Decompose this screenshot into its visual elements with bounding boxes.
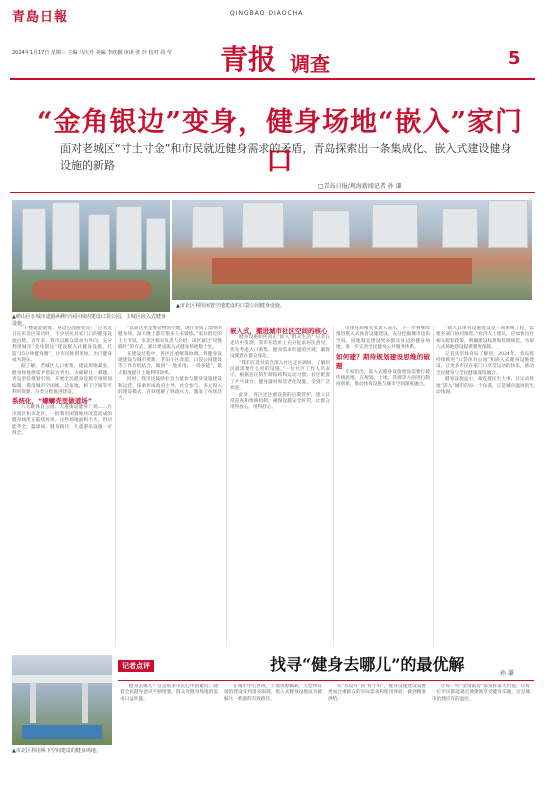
article-column-3 xyxy=(230,326,330,650)
paragraph: 从“有没有”到“好不好”，健身设施建设需要更加注重群众的实际需求和使用体验，做到精准供给。 xyxy=(328,684,426,702)
header-rule xyxy=(10,78,535,80)
photo-caption-bottom: ▲市北区利用桥下空间建设的健身场地。 xyxy=(12,748,101,754)
column-divider xyxy=(226,326,227,646)
commentary-column-2 xyxy=(224,684,322,780)
commentary-label: 记者点评 xyxy=(118,660,154,672)
paragraph: 在城市中心区域，土地资源稀缺，大型体育场馆建设受到诸多限制，嵌入式健身设施成为破解这一难题的有效路径。 xyxy=(224,684,322,702)
photo-residential-fitness xyxy=(12,200,170,312)
paragraph: “嵌入式体育设施建设是一项系统工程，需要多部门协同推进。”业内人士建议，应加快出台相关配套政策，明确建设标准和管理规范，为嵌入式场地建设提供制度保障。 xyxy=(436,326,534,351)
paragraph: 健身设施虽小，却连着民生大事。让运动场地“嵌入”城市的每一个角落，正是城市温度的生动体现。 xyxy=(436,377,534,396)
commentary-column-1 xyxy=(120,684,218,780)
issue-meta: 2024年1月17日 星期三 主编 马庆丹 美编 李欣桐 审读 张 玲 校对 周 莹 xyxy=(12,50,172,56)
commentary-column-4 xyxy=(432,684,530,780)
article-column-5 xyxy=(436,326,534,650)
column-divider xyxy=(333,326,334,646)
article-column-2 xyxy=(118,326,222,650)
paragraph: “下楼就能锻炼，身边公园随处见！”记者近日在市北区采访时，不少居民对家门口的健身设施点赞。近年来，我市以群众需求为导向，充分利用城市“金角银边”建设嵌入式健身设施，打造“15分钟健身圈”，让市民推窗见绿、出门健身成为现实。 xyxy=(12,326,112,364)
commentary-column-3 xyxy=(328,684,426,780)
photo-bridge-fitness xyxy=(12,655,112,745)
section-subtitle: 调查 xyxy=(290,52,330,76)
byline: □青岛日报/观海新闻记者 孙 谦 xyxy=(318,183,402,190)
photo-pocket-park xyxy=(172,200,532,300)
column-divider xyxy=(433,326,434,646)
paragraph: 据了解，老城区人口密集，建设用地紧张，健身场地供需矛盾较为突出。为破解这一难题，青岛坚持规划引领，开展全民健身设施专项规划编制，摸清城市空闲地、边角地、桥下空间等可利用资源，分类分批推进建设。 xyxy=(12,364,112,396)
paragraph: 让每一块“金角银边”都发挥最大价值，让每一位市民都能就近便捷地享受健身乐趣，这是城市治理应有的温度。 xyxy=(432,684,530,702)
paragraph: 专家指出，嵌入式健身设施建设需要打破传统思维，在规划、土地、管理等方面进行制度创新，推动体育设施与城市空间深度融合。 xyxy=(336,369,430,388)
section-heading: 如何建？期待规划建设思维的破题 xyxy=(336,352,430,370)
paragraph: “我们在选址前会深入社区走访调研，了解居民最需要什么样的设施。”一位社区工作人员表示，根据居民的年龄结构和运动习惯，社区配置了乒乓球台、健身器材和适老化设施，受到广泛欢迎。 xyxy=(230,360,330,392)
article-column-1 xyxy=(12,326,112,650)
commentary-title: 找寻“健身去哪儿”的最优解 xyxy=(270,655,465,674)
article-column-4 xyxy=(336,326,430,650)
paragraph: 此外，各区还注重设施的后期管护，建立日常巡查和维修机制，确保设施安全好用，让群众用得放心、用得舒心。 xyxy=(230,392,330,411)
paragraph: 市体育局相关负责人表示，下一步将继续推进嵌入式体育设施建设，充分挖掘城市边角空间，因地制宜建设更多群众身边的健身场地，进一步完善全民健身公共服务体系。 xyxy=(336,326,430,351)
headline-rule xyxy=(10,192,535,193)
column-divider xyxy=(115,326,116,646)
paragraph: 在建设过程中，各区注重统筹协调，将健身设施建设与城市更新、老旧小区改造、口袋公园建设等工作有机结合，做到“一地多用、一场多能”，最大限度提升土地利用效率。 xyxy=(118,351,222,376)
paragraph: 同时，我市还鼓励社会力量参与健身设施建设和运营，探索形成政府主导、社会参与、多元投入的建设模式，有效缓解了财政压力，激发了市场活力。 xyxy=(118,377,222,402)
section-heading: 系统化，“螺蛳壳里做道场” xyxy=(12,397,93,406)
page-number: 5 xyxy=(508,48,521,69)
section-pinyin: QINGBAO DIAOCHA xyxy=(230,10,304,17)
headline: “金角银边”变身，健身场地“嵌入”家门口 xyxy=(36,107,524,177)
subheadline: 面对老城区“寸土寸金”和市民就近健身需求的矛盾，青岛探索出一条集成化、嵌入式建设健身设施的新路 xyxy=(60,142,512,172)
photo-caption-right: ▲市北区利用闲置空地建设的口袋公园健身设施。 xyxy=(176,303,285,309)
paragraph: 健身去哪儿？这是很多市民心中的疑问。随着全民健身意识不断增强，群众对健身场地的需求日益旺盛。 xyxy=(120,684,218,702)
section-heading: 嵌入式，搬进城市社区空间的核心 xyxy=(230,327,328,335)
photo-caption-left: ▲崂山区在城市道路两侧空闲区域内建设口袋公园，主城区嵌入式健身设施。 xyxy=(12,314,166,327)
newspaper-logo: 青島日報 xyxy=(12,10,69,25)
paragraph: 记者从市体育局了解到，2024年，青岛将持续推进“口袋体育公园”和嵌入式健身设施建设，让更多市民在家门口享受运动的快乐，推动全民健身与全民健康深度融合。 xyxy=(436,351,534,376)
paragraph: 健身设施如何真正“嵌入”群众生活？记者在走访中发现，我市在选址上充分征求居民意见，优先考虑人口密集、健身需求旺盛的区域，确保设施建在群众身边。 xyxy=(230,335,330,360)
paragraph: “以前这里是堆杂物的空地，现在变成了漂亮的健身场，每天晚上都有很多人来锻炼。”家住附近的王大爷说。市北区相关负责人介绍，该区通过“见缝插针”的方式，累计建成嵌入式健身场地数十处。 xyxy=(118,326,222,351)
commentary-author: 孙 谦 xyxy=(500,670,514,677)
paragraph: 八大峡体育公园、大港街道健身广场……在市南区和市北区，一批利用闲置地块改造而成的健身场所正陆续投用。这些场地面积不大，但功能齐全，篮球场、健身路径、儿童游乐设施一应俱全。 xyxy=(12,405,112,437)
section-title: 青报 xyxy=(220,43,277,76)
